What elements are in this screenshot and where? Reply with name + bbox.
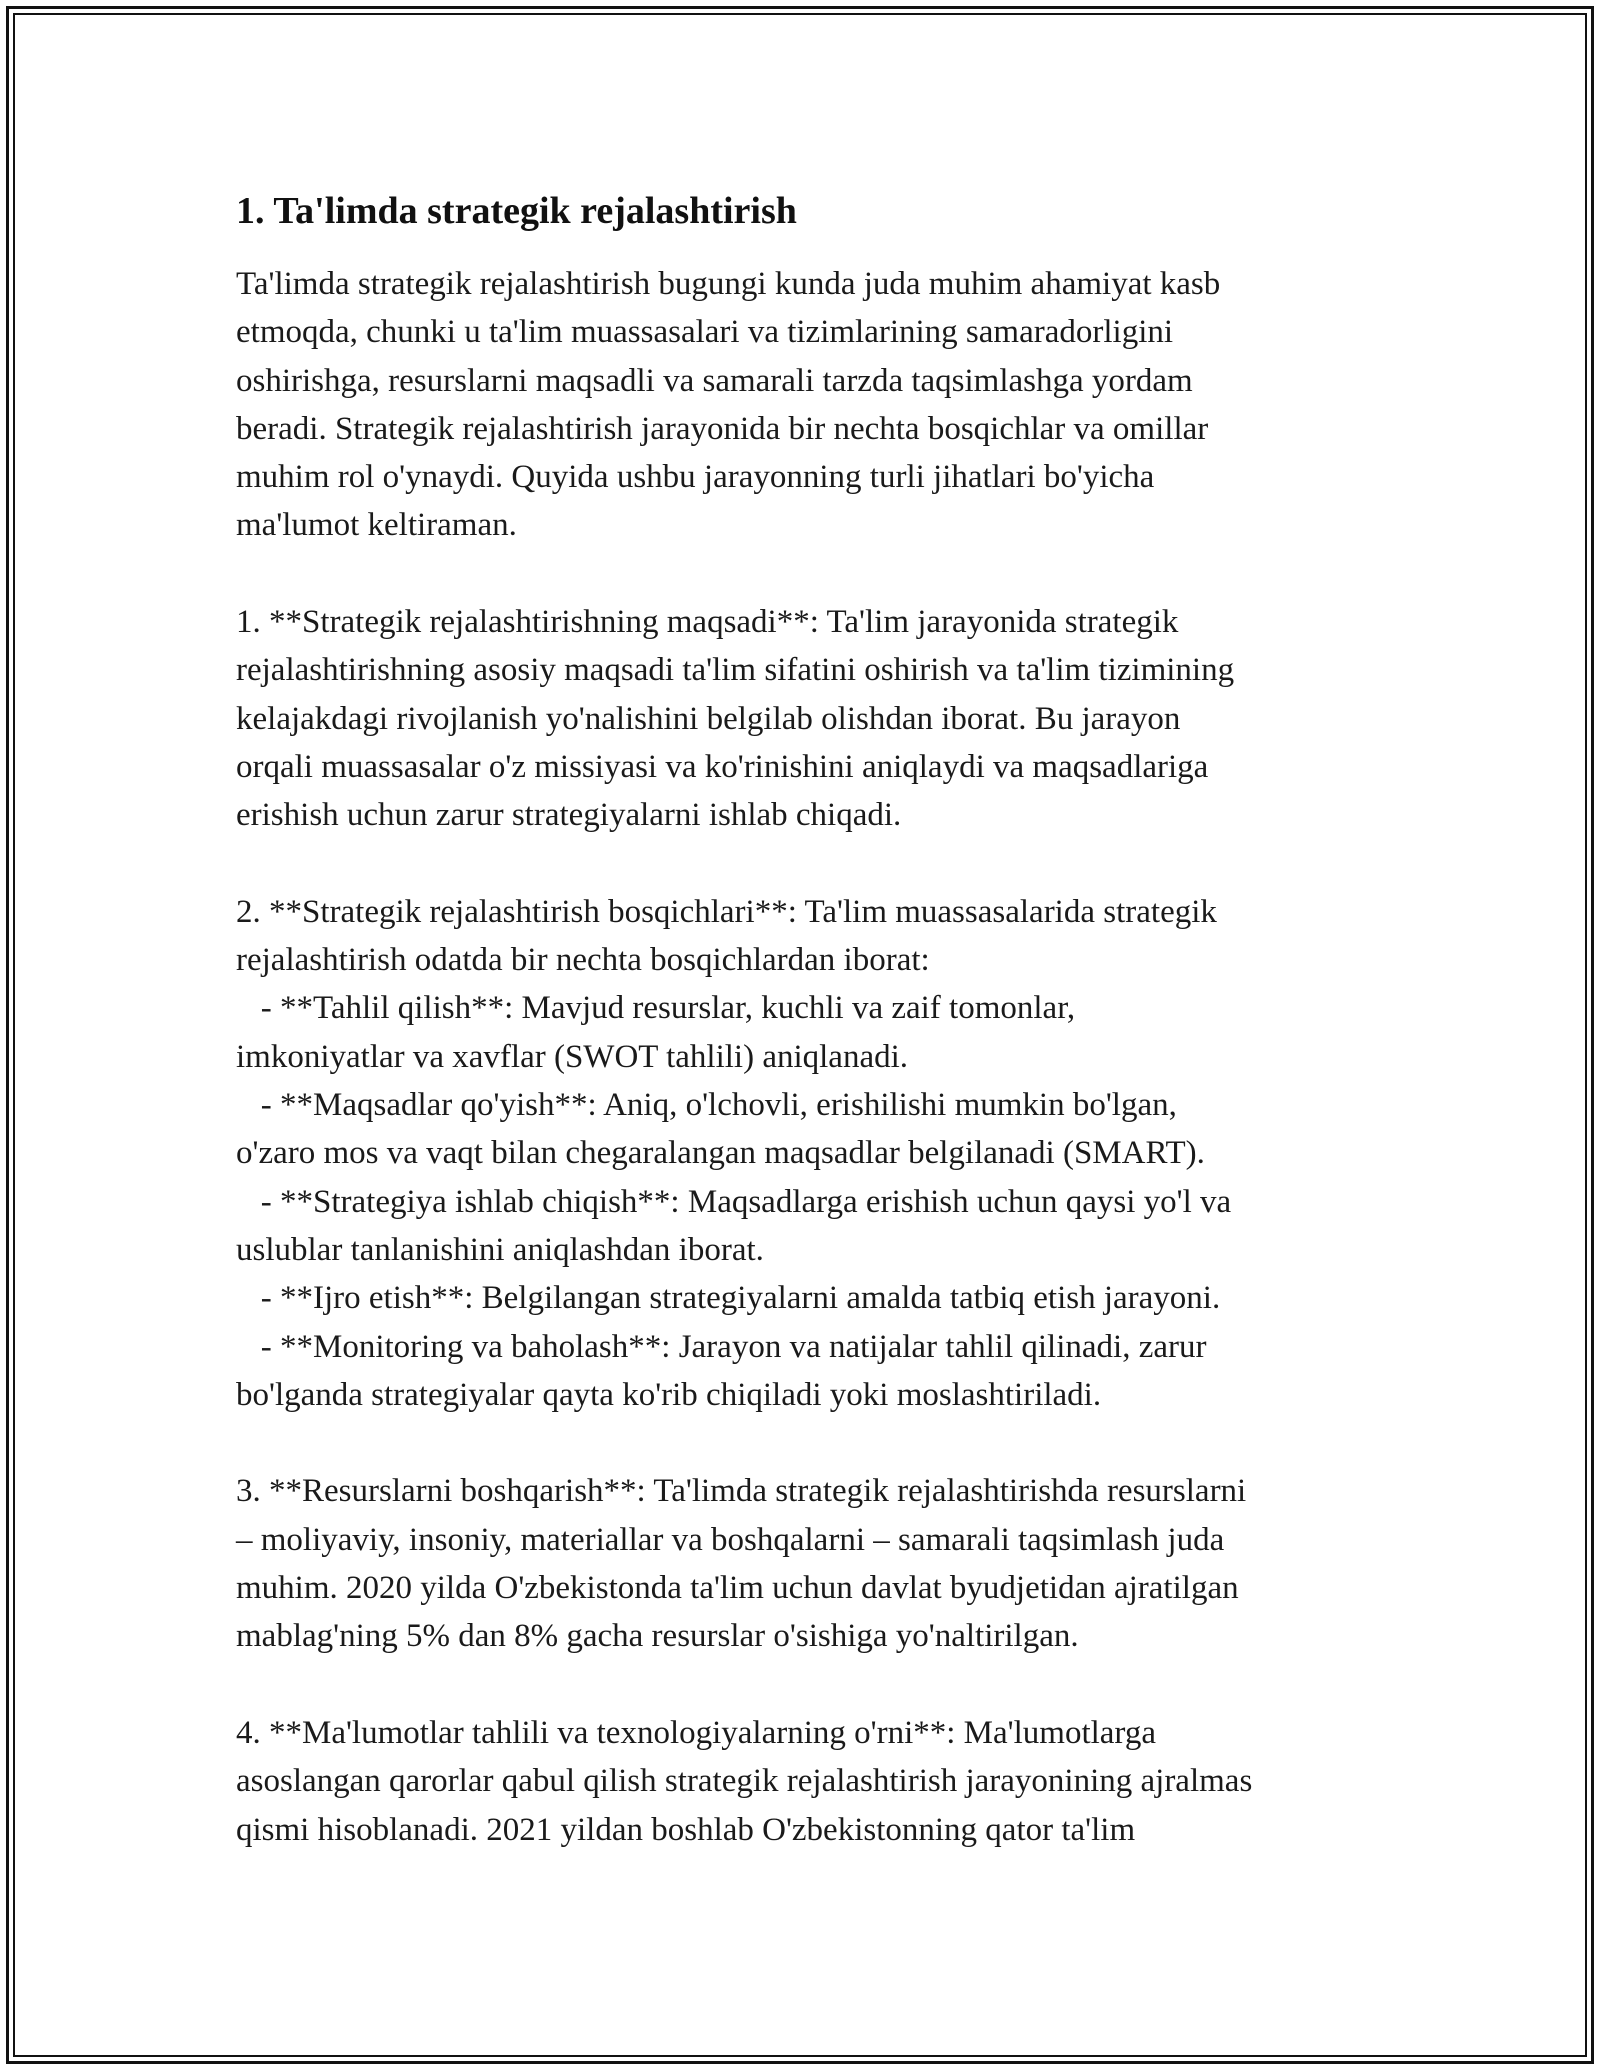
text-line: - **Tahlil qilish**: Mavjud resurslar, kuchli va zaif tomonlar, [236,990,1076,1027]
text-line: kelajakdagi rivojlanish yo'nalishini belgilab olishdan iborat. Bu jarayon [236,700,1181,737]
text-line: ma'lumot keltiraman. [236,507,517,544]
text-line: 4. **Ma'lumotlar tahlili va texnologiyalarning o'rni**: Ma'lumotlarga [236,1714,1156,1751]
text-line: 1. **Strategik rejalashtirishning maqsadi**: Ta'lim jarayonida strategik [236,604,1179,641]
text-line: muhim. 2020 yilda O'zbekistonda ta'lim uchun davlat byudjetidan ajratilgan [236,1570,1239,1607]
paragraph-list [236,260,1376,1854]
text-line: - **Strategiya ishlab chiqish**: Maqsadlarga erishish uchun qaysi yo'l va [236,1183,1232,1220]
text-line: o'zaro mos va vaqt bilan chegaralangan maqsadlar belgilanadi (SMART). [236,1135,1205,1172]
text-line: orqali muassasalar o'z missiyasi va ko'rinishini aniqlaydi va maqsadlariga [236,748,1209,785]
section-heading: 1. Ta'limda strategik rejalashtirish [236,190,797,232]
paragraph-gap [236,550,1376,598]
text-line: 3. **Resurslarni boshqarish**: Ta'limda strategik rejalashtirishda resurslarni [236,1473,1247,1510]
paragraph [236,1709,1376,1854]
paragraph [236,598,1376,839]
text-line: oshirishga, resurslarni maqsadli va samarali tarzda taqsimlashga yordam [236,362,1193,399]
text-line: rejalashtirish odatda bir nechta bosqichlardan iborat: [236,942,930,979]
text-line: erishish uchun zarur strategiyalarni ishlab chiqadi. [236,797,902,834]
paragraph-gap [236,1661,1376,1709]
text-line: asoslangan qarorlar qabul qilish strategik rejalashtirish jarayonining ajralmas [236,1763,1253,1800]
text-line: - **Maqsadlar qo'yish**: Aniq, o'lchovli, erishilishi mumkin bo'lgan, [236,1087,1177,1124]
text-line: mablag'ning 5% dan 8% gacha resurslar o'sishiga yo'naltirilgan. [236,1618,1079,1655]
text-line: muhim rol o'ynaydi. Quyida ushbu jarayonning turli jihatlari bo'yicha [236,459,1155,496]
text-line: 2. **Strategik rejalashtirish bosqichlari**: Ta'lim muassasalarida strategik [236,893,1217,930]
text-line: imkoniyatlar va xavflar (SWOT tahlili) aniqlanadi. [236,1038,909,1075]
text-line: Ta'limda strategik rejalashtirish bugungi kunda juda muhim ahamiyat kasb [236,266,1221,302]
text-line: rejalashtirishning asosiy maqsadi ta'lim sifatini oshirish va ta'lim tizimining [236,652,1235,689]
text-line: – moliyaviy, insoniy, materiallar va boshqalarni – samarali taqsimlash juda [236,1521,1225,1558]
paragraph [236,1467,1376,1660]
text-line: - **Monitoring va baholash**: Jarayon va natijalar tahlil qilinadi, zarur [236,1328,1207,1365]
paragraph-gap [236,1419,1376,1467]
text-line: beradi. Strategik rejalashtirish jarayonida bir nechta bosqichlar va omillar [236,410,1209,447]
text-line: bo'lganda strategiyalar qayta ko'rib chiqiladi yoki moslashtiriladi. [236,1376,1102,1413]
text-line: qismi hisoblanadi. 2021 yildan boshlab O'zbekistonning qator ta'lim [236,1811,1136,1848]
paragraph [236,260,1376,550]
paragraph [236,888,1376,1419]
text-line: uslublar tanlanishini aniqlashdan iborat. [236,1231,764,1268]
paragraph-gap [236,840,1376,888]
text-line: etmoqda, chunki u ta'lim muassasalari va tizimlarining samaradorligini [236,314,1174,351]
document-body [236,186,1376,1854]
text-line: - **Ijro etish**: Belgilangan strategiyalarni amalda tatbiq etish jarayoni. [236,1280,1221,1317]
